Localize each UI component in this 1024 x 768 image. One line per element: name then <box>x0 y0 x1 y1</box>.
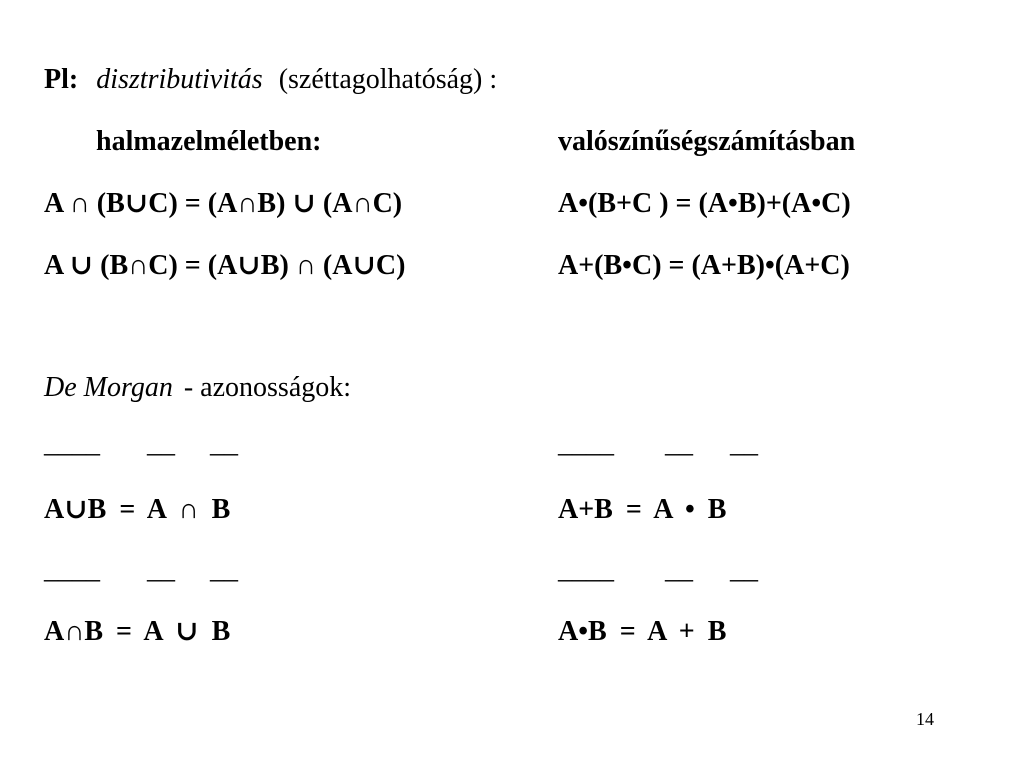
distributive-row1-left: A ∩ (B∪C) = (A∩B) ∪ (A∩C) <box>44 188 403 219</box>
demorgan-name: De Morgan <box>44 372 173 403</box>
title-gloss: (széttagolhatóság) : <box>278 64 498 95</box>
demorgan-heading <box>44 374 351 402</box>
overbars-eq2-left <box>44 556 238 584</box>
page-number: 14 <box>916 709 934 729</box>
overbar-short: __ <box>210 554 238 585</box>
title-prefix: Pl: <box>44 64 79 95</box>
distributive-row1-right: A•(B+C ) = (A•B)+(A•C) <box>558 188 851 219</box>
demorgan-eq2-left: A∩B = A ∪ B <box>44 616 231 647</box>
overbar-short: __ <box>147 428 175 459</box>
distributive-row2-right: A+(B•C) = (A+B)•(A+C) <box>558 250 850 281</box>
overbar-short: __ <box>147 554 175 585</box>
overbars-eq2-right <box>558 556 758 584</box>
overbars-eq1-right <box>558 430 758 458</box>
title-line <box>44 66 497 94</box>
overbar-long: ____ <box>44 554 100 585</box>
demorgan-suffix: - azonosságok: <box>183 372 352 403</box>
overbars-eq1-left <box>44 430 238 458</box>
overbar-long: ____ <box>558 554 614 585</box>
overbar-short: __ <box>730 428 758 459</box>
overbar-long: ____ <box>44 428 100 459</box>
overbar-short: __ <box>665 428 693 459</box>
demorgan-eq1-left: A∪B = A ∩ B <box>44 494 231 525</box>
overbar-short: __ <box>665 554 693 585</box>
overbar-short: __ <box>210 428 238 459</box>
right-column-header: valószínűségszámításban <box>558 126 856 157</box>
demorgan-eq1-right: A+B = A • B <box>558 494 727 525</box>
distributive-row2-left: A ∪ (B∩C) = (A∪B) ∩ (A∪C) <box>44 250 406 281</box>
overbar-short: __ <box>730 554 758 585</box>
demorgan-eq2-right: A•B = A + B <box>558 616 727 647</box>
left-column-header: halmazelméletben: <box>96 126 322 157</box>
overbar-long: ____ <box>558 428 614 459</box>
title-term: disztributivitás <box>96 64 263 95</box>
